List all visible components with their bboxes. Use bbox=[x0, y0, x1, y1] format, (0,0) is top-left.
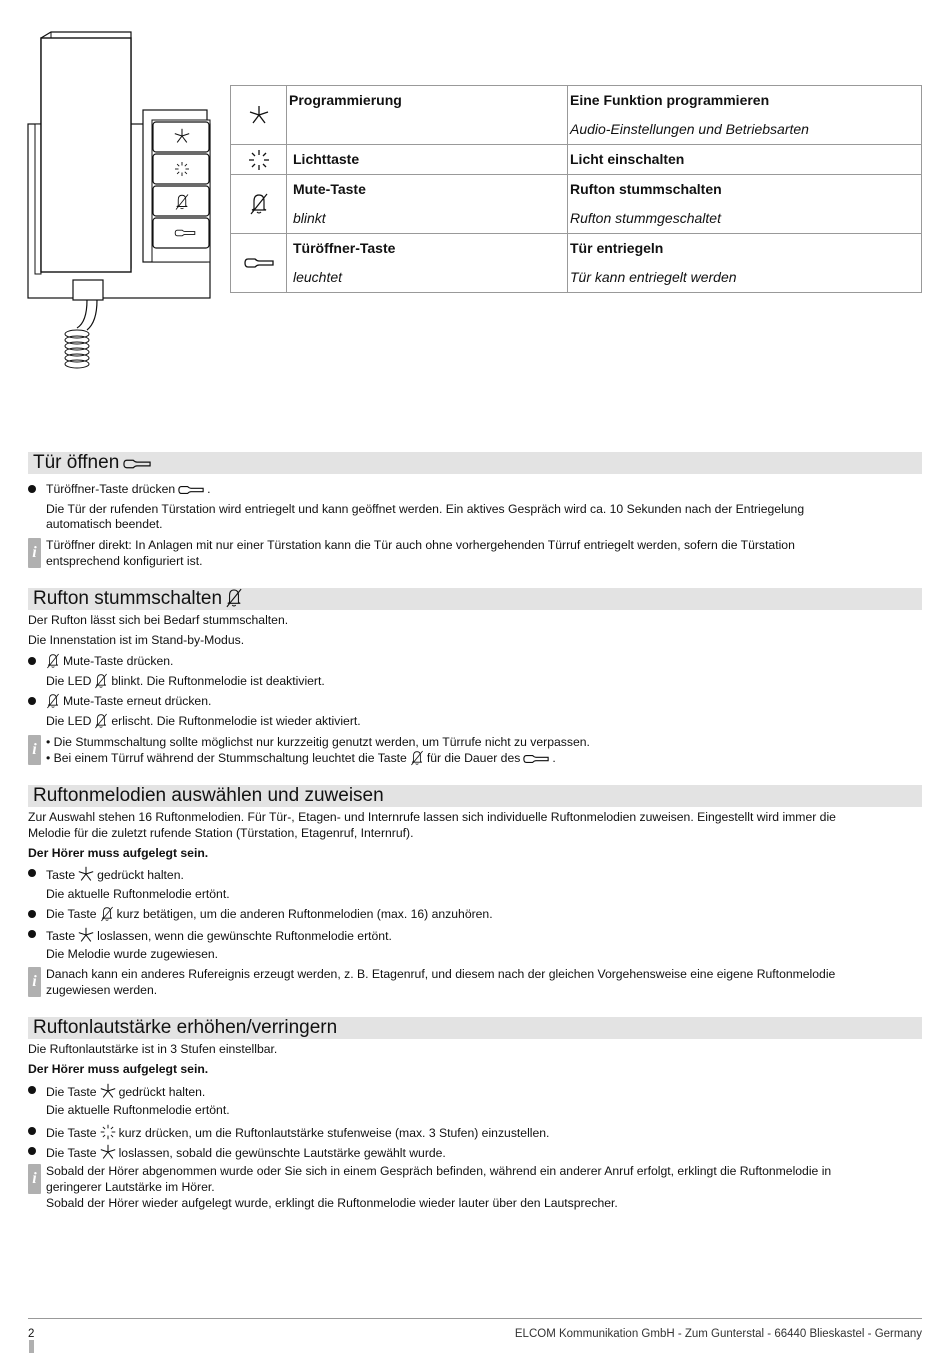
table-cell: Eine Funktion programmieren bbox=[570, 92, 770, 108]
light-burst-icon bbox=[231, 145, 287, 175]
paragraph: Zur Auswahl stehen 16 Ruftonmelodien. Für Tür-, Etagen- und Internrufe lassen sich individuelle Ruftonmelodien zuweisen. Eingestellt wird immer die bbox=[28, 810, 836, 824]
key-door-icon bbox=[178, 484, 204, 496]
list-item-result: Die aktuelle Ruftonmelodie ertönt. bbox=[46, 887, 230, 901]
bell-muted-icon bbox=[94, 714, 108, 728]
bell-muted-icon bbox=[46, 654, 60, 668]
bullet bbox=[28, 1127, 36, 1135]
info-text: • Die Stummschaltung sollte möglichst nur kurzzeitig genutzt werden, um Türrufe nicht zu verpassen. bbox=[46, 735, 590, 749]
bullet bbox=[28, 930, 36, 938]
requirement: Der Hörer muss aufgelegt sein. bbox=[28, 1062, 209, 1076]
info-text: geringerer Lautstärke im Hörer. bbox=[46, 1180, 215, 1194]
footer-divider bbox=[28, 1318, 922, 1319]
info-text: • Bei einem Türruf während der Stummschaltung leuchtet die Taste für die Dauer des . bbox=[46, 751, 556, 765]
table-cell: blinkt bbox=[293, 210, 326, 226]
key-door-icon bbox=[231, 234, 287, 293]
key-door-icon bbox=[523, 753, 549, 765]
info-icon: i bbox=[28, 1164, 41, 1194]
list-item: Mute-Taste drücken. bbox=[46, 654, 173, 669]
list-item: Die Taste kurz betätigen, um die anderen Ruftonmelodien (max. 16) anzuhören. bbox=[46, 907, 493, 921]
bullet bbox=[28, 1147, 36, 1155]
list-item-result: Die LED blinkt. Die Ruftonmelodie ist deaktiviert. bbox=[46, 674, 325, 688]
list-item: Die Taste loslassen, sobald die gewünschte Lautstärke gewählt wurde. bbox=[46, 1146, 446, 1160]
table-cell: Rufton stummschalten bbox=[570, 181, 722, 197]
paragraph: Der Rufton lässt sich bei Bedarf stummschalten. bbox=[28, 613, 289, 627]
table-cell: Tür kann entriegelt werden bbox=[570, 269, 737, 285]
table-cell: Audio-Einstellungen und Betriebsarten bbox=[570, 121, 809, 137]
bell-muted-icon bbox=[226, 589, 242, 607]
list-item: Türöffner-Taste drücken . bbox=[46, 482, 211, 496]
section-heading-ringtone-select bbox=[28, 785, 922, 807]
table-cell bbox=[287, 115, 567, 144]
bell-muted-icon bbox=[231, 175, 287, 234]
info-text: Danach kann ein anderes Rufereignis erzeugt werden, z. B. Etagenruf, und diesem nach der gleichen Vorgehensweise eine eigene Ruftonmelodie bbox=[46, 967, 836, 981]
intercom-device-illustration bbox=[25, 30, 215, 370]
section-heading-mute bbox=[28, 588, 922, 610]
info-text: Sobald der Hörer abgenommen wurde oder Sie sich in einem Gespräch befinden, während ein anderer Anruf erfolgt, erklingt die Ruftonmelodie in bbox=[46, 1164, 832, 1178]
list-item-result: Die aktuelle Ruftonmelodie ertönt. bbox=[46, 1103, 230, 1117]
list-item: Die Taste gedrückt halten. bbox=[46, 1085, 206, 1099]
footer-company: ELCOM Kommunikation GmbH - Zum Gunterstal - 66440 Blieskastel - Germany bbox=[514, 1328, 922, 1340]
star-programming-icon bbox=[100, 1144, 116, 1160]
table-row bbox=[231, 234, 922, 293]
table-cell: Licht einschalten bbox=[570, 151, 685, 167]
info-text: zugewiesen werden. bbox=[46, 983, 158, 997]
info-icon: i bbox=[28, 735, 41, 765]
info-text: Türöffner direkt: In Anlagen mit nur einer Türstation kann die Tür auch ohne vorhergehenden Türruf entriegelt werden, sofern die Türstation bbox=[46, 538, 795, 552]
table-cell: Lichttaste bbox=[293, 151, 360, 167]
paragraph: automatisch beendet. bbox=[46, 517, 163, 531]
bell-muted-icon bbox=[410, 751, 424, 765]
list-item: Taste gedrückt halten. bbox=[46, 868, 184, 882]
section-title: Rufton stummschalten bbox=[33, 588, 223, 609]
bullet bbox=[28, 869, 36, 877]
paragraph: Die Tür der rufenden Türstation wird entriegelt und kann geöffnet werden. Ein aktives Gespräch wird ca. 10 Sekunden nach der Entriegelung bbox=[46, 502, 805, 516]
info-icon: i bbox=[28, 538, 41, 568]
page-number: 2 bbox=[28, 1328, 35, 1340]
section-title: Ruftonmelodien auswählen und zuweisen bbox=[33, 785, 384, 806]
light-burst-icon bbox=[100, 1124, 116, 1140]
info-text: entsprechend konfiguriert ist. bbox=[46, 554, 203, 568]
section-title: Tür öffnen bbox=[33, 452, 120, 473]
star-programming-icon bbox=[100, 1083, 116, 1099]
table-row bbox=[231, 145, 922, 175]
table-cell: Tür entriegeln bbox=[570, 240, 664, 256]
requirement: Der Hörer muss aufgelegt sein. bbox=[28, 846, 209, 860]
bullet bbox=[28, 1086, 36, 1094]
list-item: Mute-Taste erneut drücken. bbox=[46, 694, 211, 709]
paragraph: Die Ruftonlautstärke ist in 3 Stufen einstellbar. bbox=[28, 1042, 278, 1056]
info-icon: i bbox=[28, 967, 41, 997]
star-programming-icon bbox=[231, 86, 287, 145]
bell-muted-icon bbox=[100, 907, 114, 921]
page-marker bbox=[29, 1340, 34, 1353]
table-cell: Türöffner-Taste bbox=[293, 240, 396, 256]
section-heading-door-open bbox=[28, 452, 922, 474]
bullet bbox=[28, 657, 36, 665]
list-item-result: Die LED erlischt. Die Ruftonmelodie ist wieder aktiviert. bbox=[46, 714, 361, 728]
table-cell: leuchtet bbox=[293, 269, 343, 285]
table-cell: Mute-Taste bbox=[293, 181, 366, 197]
list-item: Taste loslassen, wenn die gewünschte Ruftonmelodie ertönt. bbox=[46, 929, 392, 943]
table-row bbox=[231, 175, 922, 234]
paragraph: Die Innenstation ist im Stand-by-Modus. bbox=[28, 633, 245, 647]
section-title: Ruftonlautstärke erhöhen/verringern bbox=[33, 1017, 338, 1038]
list-item: Die Taste kurz drücken, um die Ruftonlautstärke stufenweise (max. 3 Stufen) einzustellen. bbox=[46, 1126, 550, 1140]
key-door-icon bbox=[123, 457, 151, 471]
paragraph: Melodie für die zuletzt rufende Station (Türstation, Etagenruf, Internruf). bbox=[28, 826, 414, 840]
bell-muted-icon bbox=[94, 674, 108, 688]
table-row bbox=[231, 86, 922, 145]
key-function-table bbox=[230, 85, 922, 293]
bell-muted-icon bbox=[46, 694, 60, 708]
bullet bbox=[28, 910, 36, 918]
list-item-result: Die Melodie wurde zugewiesen. bbox=[46, 947, 219, 961]
info-text: Sobald der Hörer wieder aufgelegt wurde, erklingt die Ruftonmelodie wieder lauter über den Lautsprecher. bbox=[46, 1196, 618, 1210]
star-programming-icon bbox=[78, 866, 94, 882]
section-heading-ringtone-volume bbox=[28, 1017, 922, 1039]
star-programming-icon bbox=[78, 927, 94, 943]
table-cell: Rufton stummgeschaltet bbox=[570, 210, 721, 226]
bullet bbox=[28, 485, 36, 493]
bullet bbox=[28, 697, 36, 705]
table-cell: Programmierung bbox=[289, 92, 402, 108]
